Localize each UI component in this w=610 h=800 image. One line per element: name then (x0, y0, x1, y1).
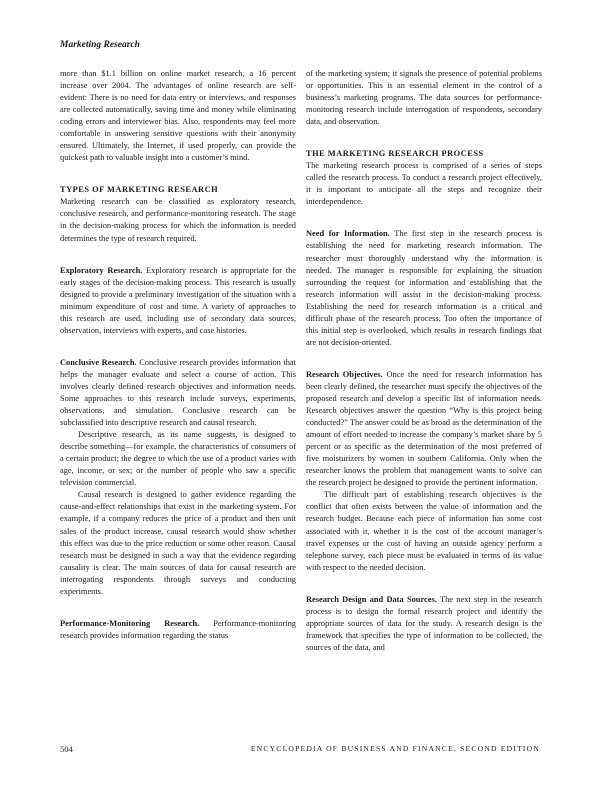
run-in-text: Conclusive research provides information that helps the manager evaluate and select a course of action. This involves clearly defined research objectives and information needs. Some approaches to this research include surveys, experiments, observations, and simulation. Conclusive research can be subclassified into descriptive research and causal research. (60, 357, 296, 428)
paragraph: The difficult part of establishing research objectives is the conflict that often exists between the value of information and the research budget. Because each piece of information has some cost associated with it, whether it is the cost of the account manager’s travel expenses or the cost of having an outside agency perform a telephone survey, each piece must be evaluated in terms of its value with respect to the needed decision. (306, 490, 542, 572)
run-in-heading: Performance-Monitoring Research. (60, 618, 200, 628)
run-in-heading: Research Design and Data Sources. (306, 594, 437, 604)
running-head: Marketing Research (60, 40, 140, 50)
paragraph (306, 228, 542, 348)
run-in-text: The next step in the research process is to design the formal research project and identify the appropriate sources of data for the study. A research design is the framework that specifies the type of information to be collected, the sources of the data, and (306, 594, 543, 652)
right-column (306, 68, 542, 654)
publication-title: ENCYCLOPEDIA OF BUSINESS AND FINANCE, SECOND EDITION (250, 744, 540, 753)
left-column (60, 68, 296, 642)
run-in-heading: Need for Information. (306, 229, 390, 239)
paragraph: of the marketing system; it signals the presence of potential problems or opportunities. This is an essential element in the control of a business’s marketing programs. The data sources for performance-monitoring research include interrogation of respondents, secondary data, and observation. (306, 69, 542, 127)
section-heading: TYPES OF MARKETING RESEARCH (60, 185, 219, 195)
paragraph: Descriptive research, as its name suggests, is designed to describe something—for example, the characteristics of consumers of a certain product; the degree to which the use of a product varies with age, income, or sex; or the number of people who saw a specific television commercial. (60, 430, 296, 488)
paragraph: Marketing research can be classified as exploratory research, conclusive research, and performance-monitoring research. The stage in the decision-making process for which the information is needed determines the type of research required. (60, 197, 296, 243)
run-in-heading: Conclusive Research. (60, 357, 137, 367)
paragraph: Causal research is designed to gather evidence regarding the cause-and-effect relationships that exist in the marketing system. For example, if a company reduces the price of a product and then unit sales of the product increase, causal research would show whether this effect was due to the price reduction or some other reason. Causal research must be designed in such a way that the evidence regarding causality is clear. The main sources of data for causal research are interrogating respondents through surveys and conducting experiments. (60, 490, 296, 596)
paragraph (60, 618, 296, 642)
page-number: 504 (60, 744, 73, 754)
paragraph (306, 594, 542, 654)
section-heading: THE MARKETING RESEARCH PROCESS (306, 149, 484, 159)
run-in-heading: Exploratory Research. (60, 265, 143, 275)
run-in-text: The first step in the research process is establishing the need for marketing research information. The researcher must thoroughly understand why the information is needed. The manager is responsible for explaining the situation surrounding the request for information and establishing that the research information will assist in the decision-making process. Establishing the need for research information is a critical and difficult phase of the research process. Too often the importance of this initial step is overlooked, which results in research findings that are not decision-oriented. (306, 229, 542, 347)
paragraph: more than $1.1 billion on online market research, a 16 percent increase over 2004. The advantages of online research are self-evident: There is no need for data entry or interviews, and responses are collected automatically, saving time and money while eliminating coding errors and interviewer bias. Also, respondents may feel more comfortable in answering sensitive questions with their anonymity ensured. Ultimately, the Internet, if used properly, can provide the quickest path to valuable insight into a customer’s mind. (60, 69, 296, 163)
paragraph (306, 369, 542, 489)
run-in-heading: Research Objectives. (306, 369, 383, 379)
paragraph: The marketing research process is comprised of a series of steps called the research process. To conduct a research project effectively, it is important to anticipate all the steps and recognize their interdependence. (306, 161, 542, 207)
paragraph (60, 357, 296, 429)
run-in-text: Once the need for research information has been clearly defined, the researcher must specify the objectives of the proposed research and develop a specific list of information needs. Research objectives answer the question “Why is this project being conducted?” The answer could be as broad as the determination of the amount of effort needed to increase the company’s market share by 5 percent or as specific as the determination of the most preferred of five moisturizers by women in southern California. Only when the researcher knows the problem that management wants to solve can the research project be designed to provide the pertinent information. (306, 369, 543, 488)
run-in-text: Exploratory research is appropriate for the early stages of the decision-making process. This research is usually designed to provide a preliminary investigation of the situation with a minimum expenditure of cost and time. A variety of approaches to this research are used, including use of secondary data sources, observation, interviews with experts, and case histories. (60, 265, 296, 335)
paragraph (60, 265, 296, 337)
run-in-text: Performance-monitoring research provides information regarding the status (60, 618, 296, 640)
